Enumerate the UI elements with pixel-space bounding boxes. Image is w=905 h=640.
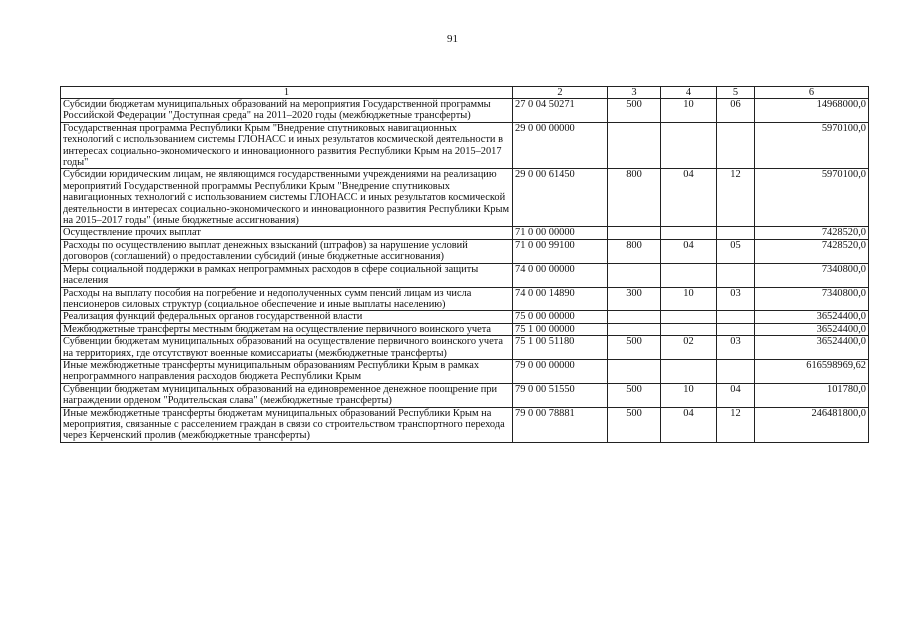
row-col5 xyxy=(717,122,755,169)
row-col3: 500 xyxy=(608,407,661,442)
row-amount: 101780,0 xyxy=(755,383,869,407)
row-col3 xyxy=(608,311,661,323)
row-code: 74 0 00 00000 xyxy=(513,263,608,287)
row-name: Межбюджетные трансферты местным бюджетам на осуществление первичного воинского учета xyxy=(61,323,513,335)
row-col4 xyxy=(661,263,717,287)
row-col5 xyxy=(717,311,755,323)
row-col3 xyxy=(608,323,661,335)
row-col3: 500 xyxy=(608,383,661,407)
row-col5: 03 xyxy=(717,336,755,360)
row-col3: 800 xyxy=(608,239,661,263)
row-amount: 7428520,0 xyxy=(755,239,869,263)
table-row xyxy=(61,169,869,227)
table-row xyxy=(61,239,869,263)
table-row xyxy=(61,99,869,123)
table-row xyxy=(61,122,869,169)
column-header-4: 4 xyxy=(661,87,717,99)
column-header-3: 3 xyxy=(608,87,661,99)
row-amount: 36524400,0 xyxy=(755,311,869,323)
row-col4 xyxy=(661,227,717,239)
table-row xyxy=(61,407,869,442)
row-col5: 03 xyxy=(717,287,755,311)
header-row xyxy=(61,87,869,99)
row-amount: 36524400,0 xyxy=(755,323,869,335)
row-name: Иные межбюджетные трансферты бюджетам муниципальных образований Республики Крым на мероприятия, связанные с расселением граждан в связи со строительством транспортного перехода через Керченский пролив (межбюджетные трансферты) xyxy=(61,407,513,442)
row-name: Расходы по осуществлению выплат денежных взысканий (штрафов) за нарушение условий договоров (соглашений) о предоставлении субсидий (иные бюджетные ассигнования) xyxy=(61,239,513,263)
row-col5: 04 xyxy=(717,383,755,407)
row-amount: 246481800,0 xyxy=(755,407,869,442)
row-code: 74 0 00 14890 xyxy=(513,287,608,311)
table-row xyxy=(61,227,869,239)
row-name: Субвенции бюджетам муниципальных образований на единовременное денежное поощрение при награждении орденом "Родительская слава" (межбюджетные трансферты) xyxy=(61,383,513,407)
row-col5: 12 xyxy=(717,407,755,442)
row-amount: 7340800,0 xyxy=(755,287,869,311)
row-code: 29 0 00 61450 xyxy=(513,169,608,227)
row-col5 xyxy=(717,263,755,287)
row-code: 71 0 00 00000 xyxy=(513,227,608,239)
row-name: Реализация функций федеральных органов государственной власти xyxy=(61,311,513,323)
row-col3: 500 xyxy=(608,99,661,123)
row-code: 27 0 04 50271 xyxy=(513,99,608,123)
row-col4: 10 xyxy=(661,99,717,123)
row-amount: 616598969,62 xyxy=(755,359,869,383)
column-header-6: 6 xyxy=(755,87,869,99)
row-col5 xyxy=(717,359,755,383)
row-col3: 800 xyxy=(608,169,661,227)
row-amount: 5970100,0 xyxy=(755,122,869,169)
row-name: Меры социальной поддержки в рамках непрограммных расходов в сфере социальной защиты населения xyxy=(61,263,513,287)
row-col5: 12 xyxy=(717,169,755,227)
row-col4: 04 xyxy=(661,239,717,263)
budget-table xyxy=(60,86,869,443)
row-col5 xyxy=(717,227,755,239)
row-name: Расходы на выплату пособия на погребение и недополученных сумм пенсий лицам из числа пенсионеров силовых структур (социальное обеспечение и иные выплаты населению) xyxy=(61,287,513,311)
column-header-5: 5 xyxy=(717,87,755,99)
row-col3 xyxy=(608,263,661,287)
row-col4: 10 xyxy=(661,287,717,311)
row-col3: 500 xyxy=(608,336,661,360)
table-row xyxy=(61,287,869,311)
table-row xyxy=(61,311,869,323)
row-col3 xyxy=(608,122,661,169)
row-col4 xyxy=(661,122,717,169)
table-row xyxy=(61,336,869,360)
column-header-1: 1 xyxy=(61,87,513,99)
row-amount: 5970100,0 xyxy=(755,169,869,227)
row-col4 xyxy=(661,311,717,323)
row-col4: 04 xyxy=(661,407,717,442)
row-col5: 05 xyxy=(717,239,755,263)
row-code: 79 0 00 00000 xyxy=(513,359,608,383)
row-col3 xyxy=(608,359,661,383)
row-col5: 06 xyxy=(717,99,755,123)
row-amount: 7428520,0 xyxy=(755,227,869,239)
row-name: Иные межбюджетные трансферты муниципальным образованиям Республики Крым в рамках непрограммного направления расходов бюджета Республики Крым xyxy=(61,359,513,383)
row-code: 71 0 00 99100 xyxy=(513,239,608,263)
page-number: 91 xyxy=(447,33,458,45)
row-name: Осуществление прочих выплат xyxy=(61,227,513,239)
row-col4 xyxy=(661,359,717,383)
table-row xyxy=(61,263,869,287)
table-row xyxy=(61,383,869,407)
table-row xyxy=(61,359,869,383)
row-code: 29 0 00 00000 xyxy=(513,122,608,169)
row-col5 xyxy=(717,323,755,335)
row-col3: 300 xyxy=(608,287,661,311)
row-name: Государственная программа Республики Крым "Внедрение спутниковых навигационных технологий с использованием системы ГЛОНАСС и иных результатов космической деятельности в интересах социально-экономического и инновационного развития Республики Крым на 2015–2017 годы" xyxy=(61,122,513,169)
row-code: 79 0 00 51550 xyxy=(513,383,608,407)
row-amount: 7340800,0 xyxy=(755,263,869,287)
row-amount: 36524400,0 xyxy=(755,336,869,360)
row-col4: 02 xyxy=(661,336,717,360)
row-name: Субсидии бюджетам муниципальных образований на мероприятия Государственной программы Российской Федерации "Доступная среда" на 2011–2020 годы (межбюджетные трансферты) xyxy=(61,99,513,123)
row-code: 75 1 00 00000 xyxy=(513,323,608,335)
row-col3 xyxy=(608,227,661,239)
row-name: Субсидии юридическим лицам, не являющимся государственными учреждениями на реализацию мероприятий Государственной программы Республики Крым "Внедрение спутниковых навигационных технологий с использованием системы ГЛОНАСС и иных результатов космической деятельности в интересах социально-экономического и инновационного развития Республики Крым на 2015–2017 годы" (иные бюджетные ассигнования) xyxy=(61,169,513,227)
row-amount: 14968000,0 xyxy=(755,99,869,123)
row-col4 xyxy=(661,323,717,335)
row-name: Субвенции бюджетам муниципальных образований на осуществление первичного воинского учета на территориях, где отсутствуют военные комиссариаты (межбюджетные трансферты) xyxy=(61,336,513,360)
row-code: 75 1 00 51180 xyxy=(513,336,608,360)
row-code: 79 0 00 78881 xyxy=(513,407,608,442)
row-col4: 10 xyxy=(661,383,717,407)
row-code: 75 0 00 00000 xyxy=(513,311,608,323)
table-row xyxy=(61,323,869,335)
row-col4: 04 xyxy=(661,169,717,227)
column-header-2: 2 xyxy=(513,87,608,99)
